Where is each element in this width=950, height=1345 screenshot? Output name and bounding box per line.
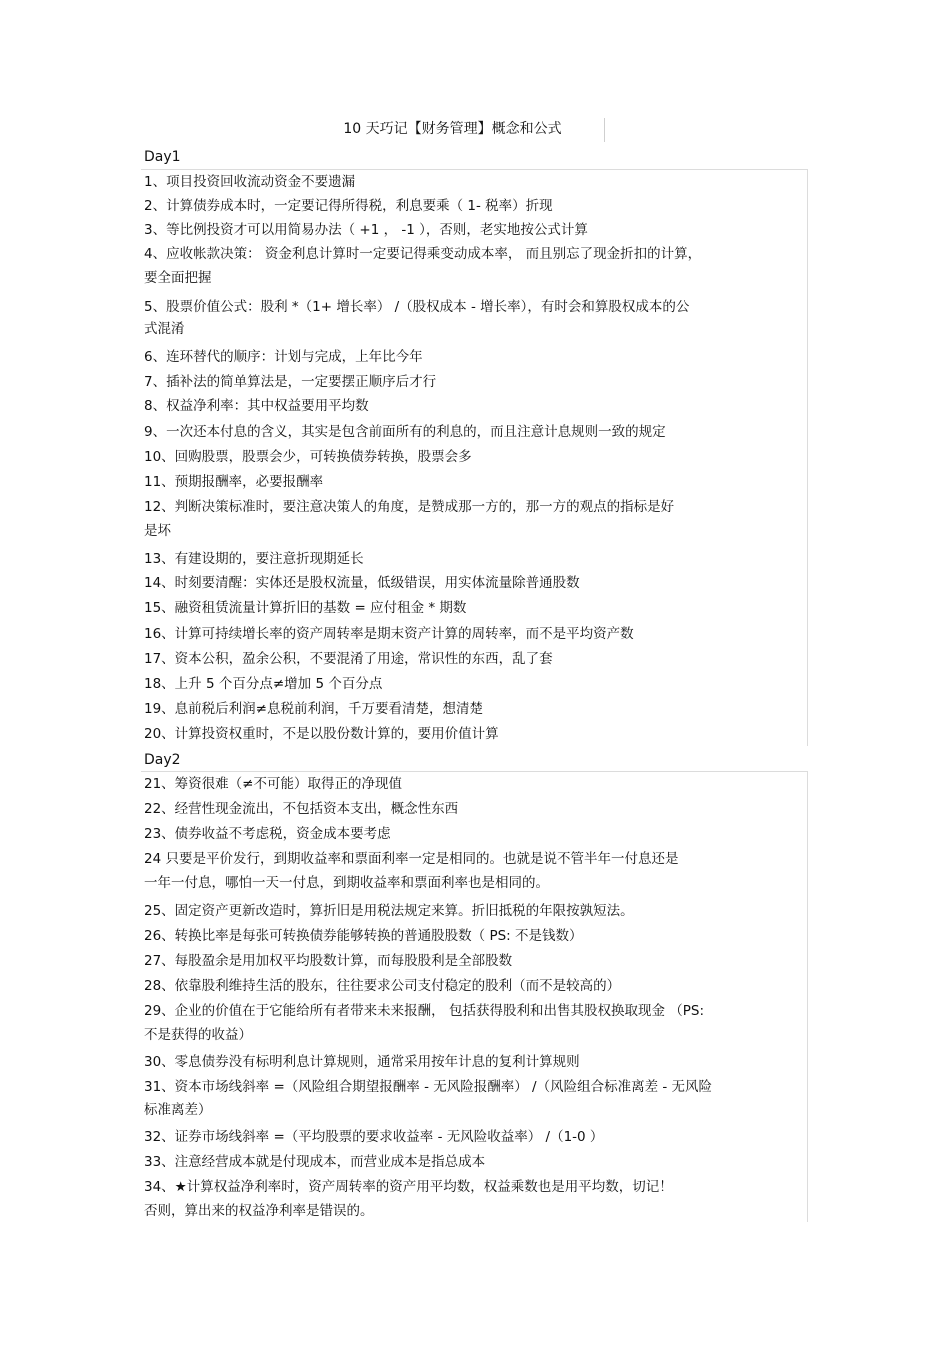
day1-item-17: 17、资本公积，盈余公积，不要混淆了用途，常识性的东西，乱了套 (144, 651, 553, 667)
day2-item-8: 28、依靠股利维持生活的股东，往往要求公司支付稳定的股利（而不是较高的） (144, 978, 621, 994)
day2-heading: Day2 (144, 752, 181, 768)
day2-item-14-line-1: 34、★计算权益净利率时，资产周转率的资产用平均数，权益乘数也是用平均数，切记！ (144, 1179, 673, 1195)
day2-item-13: 33、注意经营成本就是付现成本，而营业成本是指总成本 (144, 1154, 486, 1170)
day2-item-3: 23、债券收益不考虑税，资金成本要考虑 (144, 826, 391, 842)
day1-item-11: 11、预期报酬率，必要报酬率 (144, 474, 324, 490)
day1-item-12-line-1: 12、判断决策标准时，要注意决策人的角度，是赞成那一方的，那一方的观点的指标是好 (144, 499, 675, 515)
day2-item-12: 32、证券市场线斜率 =（平均股票的要求收益率 - 无风险收益率） /（1-0 ） (144, 1129, 604, 1145)
day1-item-19: 19、息前税后利润≠息税前利润，千万要看清楚，想清楚 (144, 701, 483, 717)
day1-item-12-line-2: 是坏 (144, 523, 171, 539)
day2-item-14-line-2: 否则，算出来的权益净利率是错误的。 (144, 1203, 374, 1219)
day2-item-10: 30、零息债券没有标明利息计算规则，通常采用按年计息的复利计算规则 (144, 1054, 580, 1070)
day1-item-15: 15、融资租赁流量计算折旧的基数 = 应付租金 * 期数 (144, 600, 467, 616)
day1-item-5-line-2: 式混淆 (144, 321, 185, 337)
day2-item-7: 27、每股盈余是用加权平均股数计算，而每股股利是全部股数 (144, 953, 513, 969)
day1-item-1: 1、项目投资回收流动资金不要遗漏 (144, 174, 356, 190)
title-divider (604, 118, 605, 142)
day1-item-9: 9、一次还本付息的含义，其实是包含前面所有的利息的，而且注意计息规则一致的规定 (144, 424, 666, 440)
day1-item-18: 18、上升 5 个百分点≠增加 5 个百分点 (144, 676, 383, 692)
day1-item-10: 10、回购股票，股票会少，可转换债券转换，股票会多 (144, 449, 472, 465)
day2-item-4-line-1: 24 只要是平价发行，到期收益率和票面利率一定是相同的。也就是说不管半年一付息还是 (144, 851, 679, 867)
day1-item-3: 3、等比例投资才可以用简易办法（ +1 ， -1 ），否则，老实地按公式计算 (144, 222, 588, 238)
day1-item-5-line-1: 5、股票价值公式：股利 *（1+ 增长率） /（股权成本 - 增长率），有时会和算股权成本的公 (144, 299, 690, 315)
day2-item-5: 25、固定资产更新改造时，算折旧是用税法规定来算。折旧抵税的年限按孰短法。 (144, 903, 634, 919)
day1-item-2: 2、计算债券成本时，一定要记得所得税，利息要乘（ 1- 税率）折现 (144, 198, 553, 214)
day2-item-4-line-2: 一年一付息，哪怕一天一付息，到期收益率和票面利率也是相同的。 (144, 875, 549, 891)
day1-item-4-line-1: 4、应收帐款决策： 资金利息计算时一定要记得乘变动成本率， 而且别忘了现金折扣的计算， (144, 246, 702, 262)
day2-item-9-line-2: 不是获得的收益） (144, 1027, 252, 1043)
day1-item-14: 14、时刻要清醒：实体还是股权流量，低级错误，用实体流量除普通股数 (144, 575, 580, 591)
day2-item-2: 22、经营性现金流出，不包括资本支出，概念性东西 (144, 801, 459, 817)
day1-heading: Day1 (144, 149, 181, 165)
day2-item-9-line-1: 29、企业的价值在于它能给所有者带来未来报酬， 包括获得股利和出售其股权换取现金 （PS: (144, 1003, 705, 1019)
day1-item-6: 6、连环替代的顺序：计划与完成，上年比今年 (144, 349, 423, 365)
day1-item-7: 7、插补法的简单算法是，一定要摆正顺序后才行 (144, 374, 437, 390)
day1-item-20: 20、计算投资权重时，不是以股份数计算的，要用价值计算 (144, 726, 499, 742)
day1-item-8: 8、权益净利率：其中权益要用平均数 (144, 398, 369, 414)
page-title: 10 天巧记【财务管理】概念和公式 (343, 121, 562, 137)
day1-item-16: 16、计算可持续增长率的资产周转率是期末资产计算的周转率，而不是平均资产数 (144, 626, 634, 642)
day1-item-13: 13、有建设期的，要注意折现期延长 (144, 551, 364, 567)
day2-item-6: 26、转换比率是每张可转换债券能够转换的普通股股数（ PS: 不是钱数） (144, 928, 583, 944)
day2-item-11-line-1: 31、资本市场线斜率 =（风险组合期望报酬率 - 无风险报酬率） /（风险组合标准离差 - 无风险 (144, 1079, 713, 1095)
day2-item-1: 21、筹资很难（≠不可能）取得正的净现值 (144, 776, 402, 792)
day1-item-4-line-2: 要全面把握 (144, 270, 212, 286)
day2-item-11-line-2: 标准离差） (144, 1102, 212, 1118)
